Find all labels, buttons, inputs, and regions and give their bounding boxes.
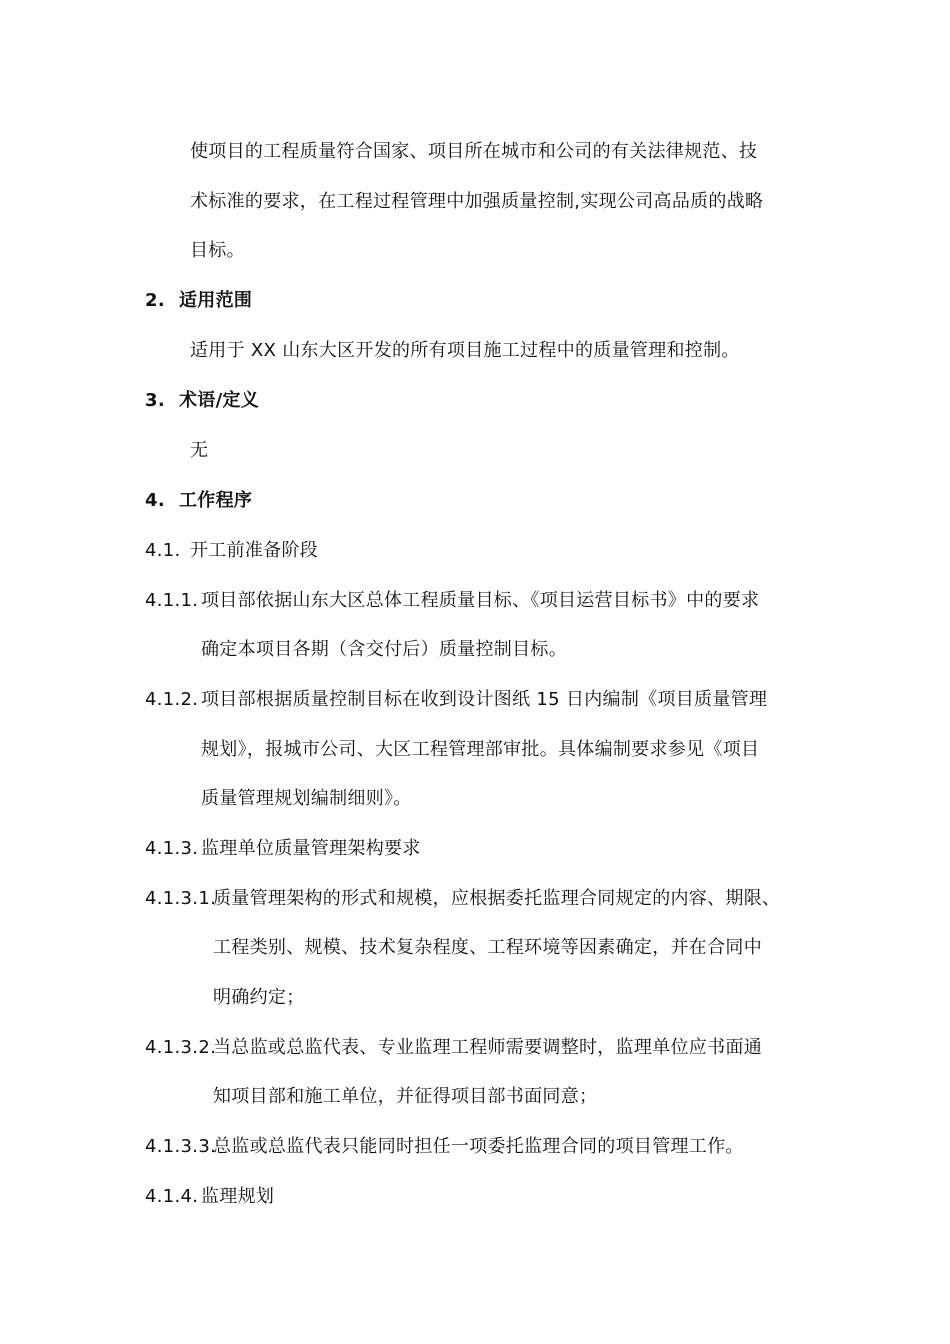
- s4-1-1-line-1: 项目部依据山东大区总体工程质量目标、《项目运营目标书》中的要求: [201, 590, 760, 611]
- intro-line-2: 术标准的要求，在工程过程管理中加强质量控制,实现公司高品质的战略: [190, 191, 764, 212]
- s4-1-2-line-2: 规划》，报城市公司、大区工程管理部审批。具体编制要求参见《项目: [201, 739, 760, 760]
- s4-1-3-1-line-2: 工程类别、规模、技术复杂程度、工程环境等因素确定，并在合同中: [213, 937, 762, 958]
- s4-1-3-3-line-1: 总监或总监代表只能同时担任一项委托监理合同的项目管理工作。: [213, 1136, 744, 1157]
- intro-line-3: 目标。: [190, 240, 245, 261]
- section-3-number: 3.: [145, 390, 165, 411]
- s4-1-3-1-number: 4.1.3.1.: [145, 888, 217, 909]
- s4-1-3-1-line-1: 质量管理架构的形式和规模，应根据委托监理合同规定的内容、期限、: [213, 888, 781, 909]
- s4-1-3-2-line-1: 当总监或总监代表、专业监理工程师需要调整时，监理单位应书面通: [213, 1037, 762, 1058]
- s4-1-2-line-3: 质量管理规划编制细则》。: [201, 788, 412, 809]
- s4-1-3-number: 4.1.3.: [145, 838, 199, 859]
- section-2-number: 2.: [145, 290, 165, 311]
- section-4-title: 工作程序: [179, 490, 253, 511]
- section-2-title: 适用范围: [179, 290, 253, 311]
- s4-1-2-line-1: 项目部根据质量控制目标在收到设计图纸 15 日内编制《项目质量管理: [201, 689, 768, 710]
- s4-1-3-1-line-3: 明确约定；: [213, 987, 305, 1008]
- s4-1-3-text: 监理单位质量管理架构要求: [201, 838, 421, 859]
- section-3-body: 无: [190, 440, 209, 461]
- intro-line-1: 使项目的工程质量符合国家、项目所在城市和公司的有关法律规范、技: [190, 141, 758, 162]
- s4-1-3-2-line-2: 知项目部和施工单位，并征得项目部书面同意；: [213, 1086, 598, 1107]
- section-4-number: 4.: [145, 490, 165, 511]
- s4-1-1-line-2: 确定本项目各期（含交付后）质量控制目标。: [201, 639, 567, 660]
- section-3-title: 术语/定义: [179, 390, 260, 411]
- s4-1-number: 4.1.: [145, 540, 181, 561]
- s4-1-1-number: 4.1.1.: [145, 590, 199, 611]
- s4-1-4-number: 4.1.4.: [145, 1186, 199, 1207]
- s4-1-text: 开工前准备阶段: [190, 540, 319, 561]
- section-2-body: 适用于 XX 山东大区开发的所有项目施工过程中的质量管理和控制。: [190, 340, 740, 361]
- s4-1-2-number: 4.1.2.: [145, 689, 199, 710]
- s4-1-4-text: 监理规划: [201, 1186, 275, 1207]
- s4-1-3-2-number: 4.1.3.2.: [145, 1037, 217, 1058]
- s4-1-3-3-number: 4.1.3.3.: [145, 1136, 217, 1157]
